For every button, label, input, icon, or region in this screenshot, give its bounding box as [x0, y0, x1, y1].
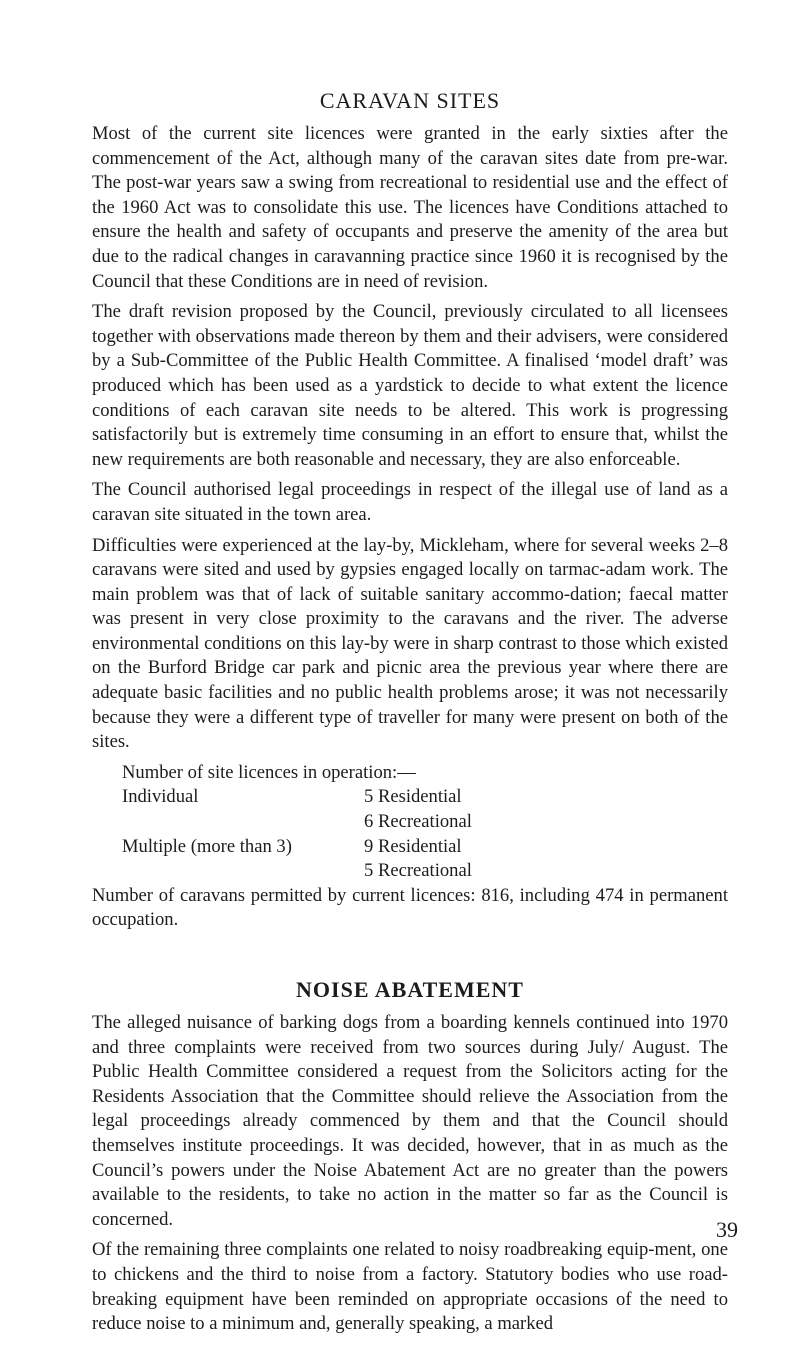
licence-row — [122, 835, 472, 860]
licence-value: 5 Residential — [364, 786, 462, 808]
page-body — [92, 88, 728, 1343]
licence-value: 9 Residential — [364, 835, 462, 857]
licence-row — [122, 859, 472, 884]
licence-row — [122, 810, 472, 835]
caravan-paragraph-4: Difficulties were experienced at the lay-by, Mickleham, where for several weeks 2–8 caravans were sited and used by gypsies engaged locally on tarmac-adam work. The main problem was that of lack of suitable sanitary accommo-dation; faecal matter was present in very close proximity to the caravans and the river. The adverse environmental conditions on this lay-by were in sharp contrast to those which existed on the Burford Bridge car park and picnic area the previous year where there are adequate basic facilities and no public health problems arose; it was not necessarily because they were a different type of traveller for many were present on both of the sites. — [92, 534, 728, 753]
caravan-paragraph-3: The Council authorised legal proceedings in respect of the illegal use of land as a caravan site situated in the town area. — [92, 479, 728, 525]
caravan-paragraph-1: Most of the current site licences were granted in the early sixties after the commencement of the Act, although many of the caravan sites date from pre-war. The post-war years saw a swing from recreational to residential use and the effect of the 1960 Act was to consolidate this use. The licences have Conditions attached to ensure the health and safety of occupants and preserve the amenity of the area but due to the radical changes in caravanning practice since 1960 it is recognised by the Council that these Conditions are in need of revision. — [92, 123, 728, 292]
noise-paragraph-2: Of the remaining three complaints one related to noisy roadbreaking equip-ment, one to chickens and the third to noise from a factory. Statutory bodies who use road-breaking equipment have been reminded on appropriate occasions of the need to reduce noise to a minimum and, generally speaking, a marked — [92, 1239, 728, 1335]
caravan-paragraph-2: The draft revision proposed by the Council, previously circulated to all licensees together with observations made thereon by them and their advisers, were considered by a Sub-Committee of the Public Health Committee. A finalised ‘model draft’ was produced which has been used as a yardstick to decide to what extent the licence conditions of each caravan site needs to be altered. This work is progressing satisfactorily but is extremely time consuming in an effort to ensure that, whilst the new requirements are both reasonable and necessary, they are also enforceable. — [92, 301, 728, 470]
licence-value: 5 Recreational — [364, 860, 472, 882]
licence-value: 6 Recreational — [364, 811, 472, 833]
noise-paragraph-1: The alleged nuisance of barking dogs from a boarding kennels continued into 1970 and three complaints were received from two sources during July/ August. The Public Health Committee considered a request from the Solicitors acting for the Residents Association that the Committee should relieve the Association from the legal proceedings already commenced by them and that the Council should themselves institute proceedings. It was decided, however, that in as much as the Council’s powers under the Noise Abatement Act are no greater than the powers available to the residents, to take no action in the matter so far as the Council is concerned. — [92, 1012, 728, 1230]
noise-abatement-heading: NOISE ABATEMENT — [296, 977, 524, 1002]
caravans-permitted: Number of caravans permitted by current licences: 816, including 474 in permanent occupation. — [92, 884, 728, 931]
licences-table — [122, 785, 472, 883]
licence-category: Multiple (more than 3) — [122, 835, 292, 857]
licence-category — [122, 859, 364, 884]
licence-category — [122, 810, 364, 835]
page-number: 39 — [716, 1217, 738, 1242]
licence-row — [122, 785, 472, 810]
licence-category: Individual — [122, 786, 199, 808]
caravan-sites-heading: CARAVAN SITES — [319, 88, 501, 113]
licences-intro: Number of site licences in operation:— — [122, 761, 416, 783]
